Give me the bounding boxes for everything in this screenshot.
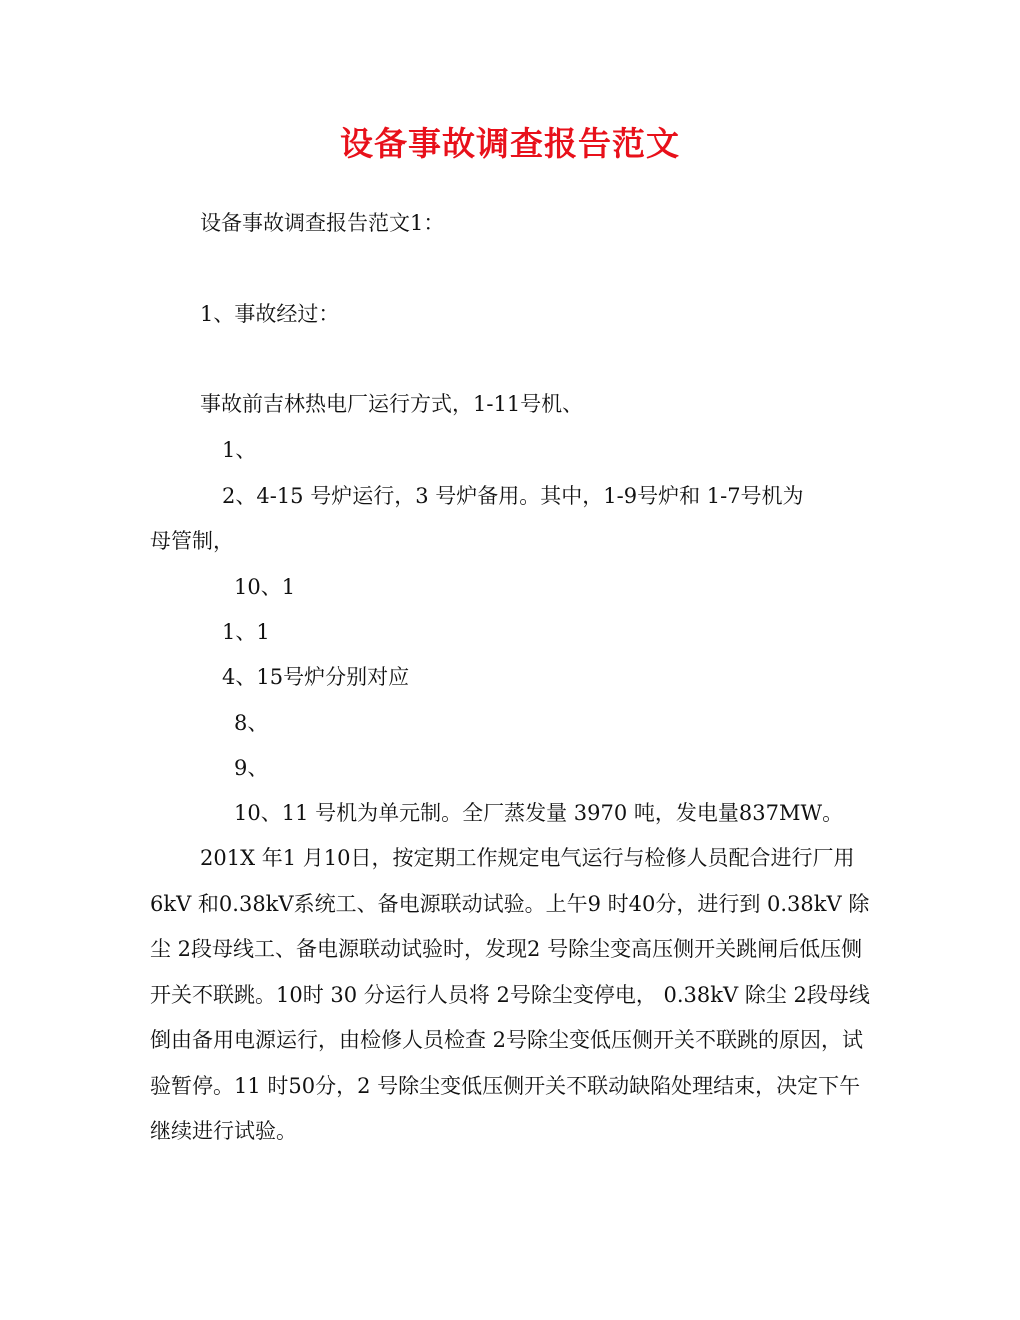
body-line-6: 1、1 — [222, 620, 270, 644]
body-line-5: 10、1 — [234, 575, 296, 599]
body-line-1: 事故前吉林热电厂运行方式，1-11号机、 — [200, 392, 584, 416]
body-line-8: 8、 — [234, 711, 269, 735]
paragraph-text: 201X 年1 月10日，按定期工作规定电气运行与检修人员配合进行厂用6kV 和0.38kV系统工、备电源联动试验。上午9 时40分，进行到 0.38kV 除尘 2段母线工、备电源联动试验时，发现2 号除尘变高压侧开关跳闸后低压侧开关不联跳。10时 30 分运行人员将 2号除尘变停电， 0.38kV 除尘 2段母线倒由备用电源运行，由检修人员检查 2号除尘变低压侧开关不联跳的原因，试验暂停。11 时50分，2 号除尘变低压侧开关不联动缺陷处理结束，决定下午继续进行试验。 — [150, 846, 870, 1143]
body-line-10: 10、11 号机为单元制。全厂蒸发量 3970 吨，发电量837MW。 — [234, 801, 844, 825]
document-title: 设备事故调查报告范文 — [340, 124, 680, 163]
body-line-2: 1、 — [222, 438, 257, 462]
body-line-9: 9、 — [234, 756, 269, 780]
body-line-4: 母管制， — [150, 529, 234, 553]
body-line-7: 4、15号炉分别对应 — [222, 665, 410, 689]
body-line-3: 2、4-15 号炉运行，3 号炉备用。其中，1-9号炉和 1-7号机为 — [222, 484, 804, 508]
accident-paragraph — [150, 836, 870, 1155]
subtitle: 设备事故调查报告范文1： — [200, 211, 445, 235]
section-heading: 1、事故经过： — [200, 302, 340, 326]
